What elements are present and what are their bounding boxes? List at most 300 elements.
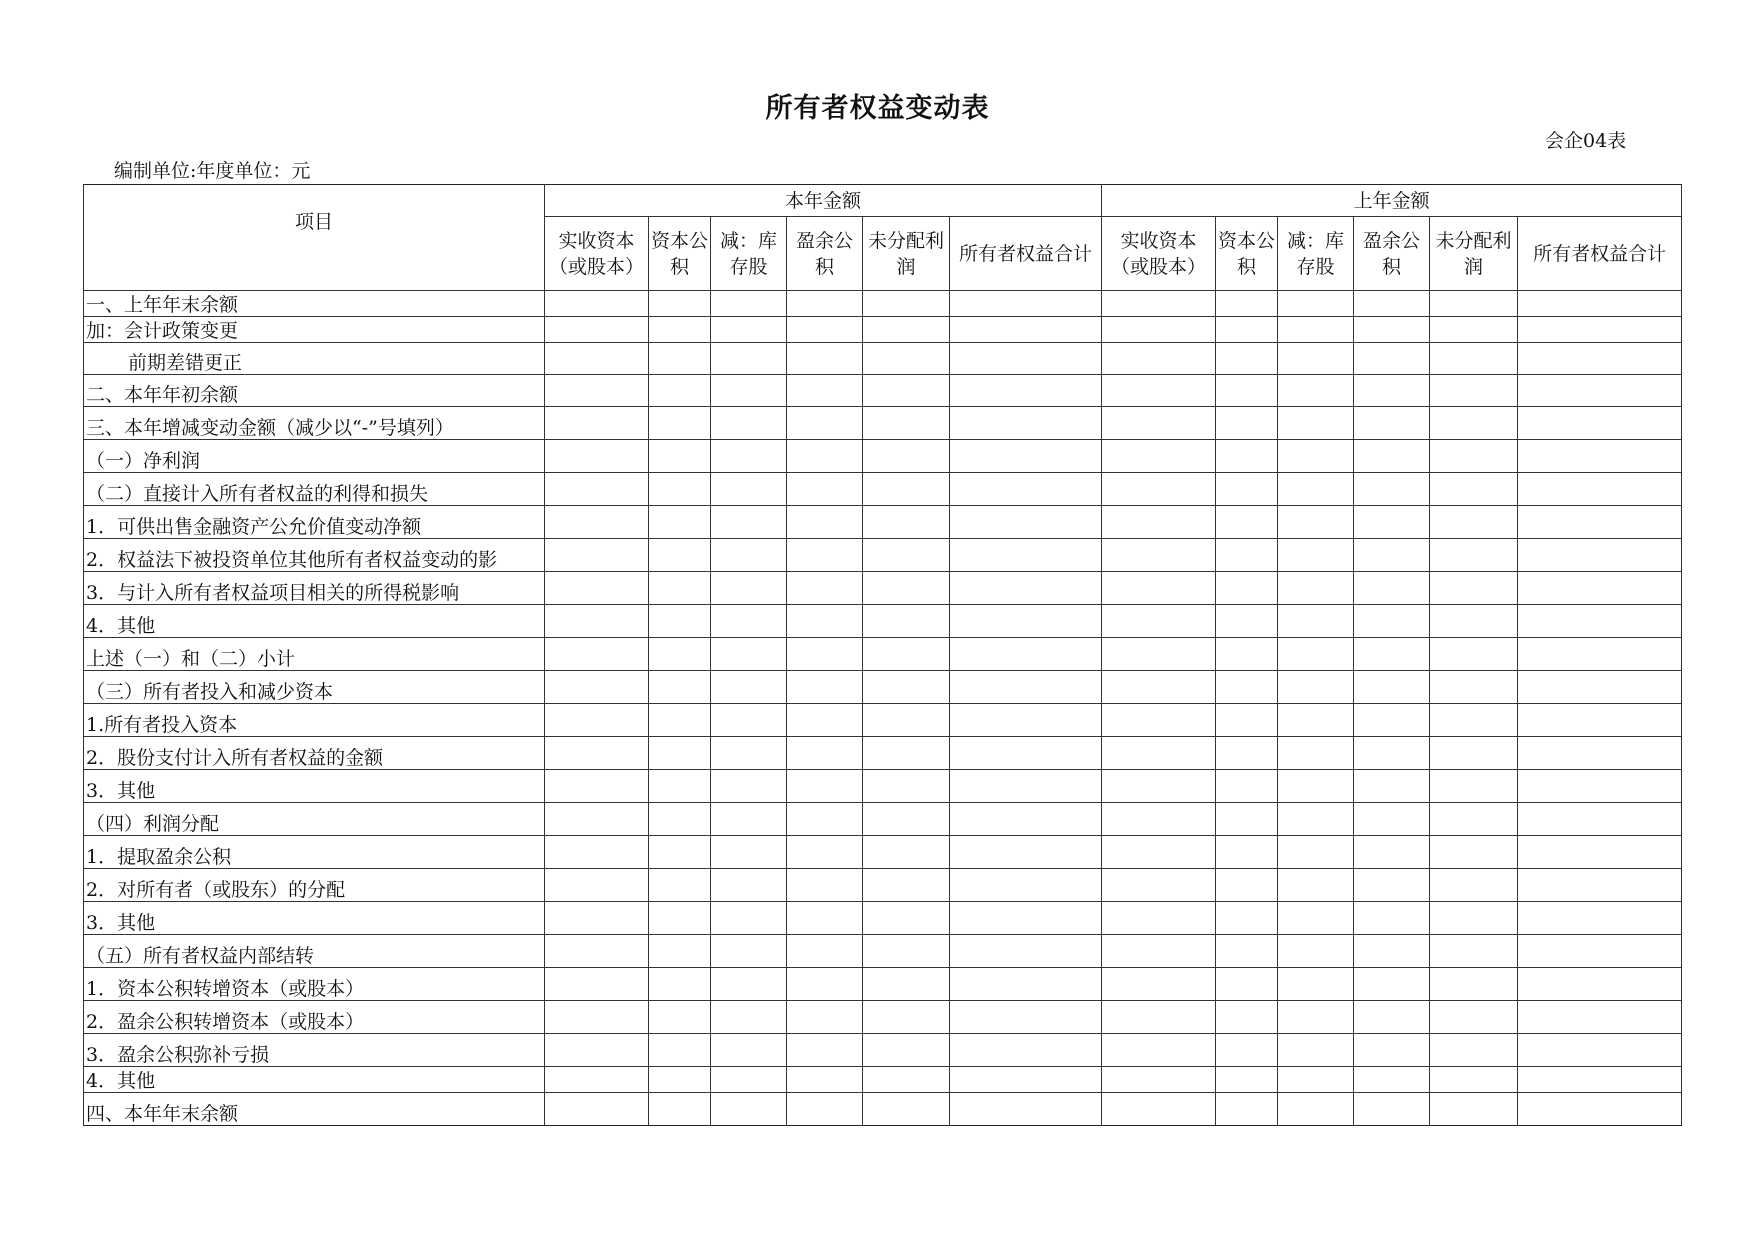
amount-cell[interactable] (863, 1034, 950, 1067)
amount-cell[interactable] (1518, 638, 1682, 671)
amount-cell[interactable] (950, 317, 1102, 343)
amount-cell[interactable] (787, 506, 863, 539)
amount-cell[interactable] (1102, 968, 1216, 1001)
amount-cell[interactable] (545, 539, 649, 572)
amount-cell[interactable] (787, 375, 863, 407)
amount-cell[interactable] (545, 902, 649, 935)
amount-cell[interactable] (1518, 572, 1682, 605)
amount-cell[interactable] (863, 440, 950, 473)
amount-cell[interactable] (950, 572, 1102, 605)
amount-cell[interactable] (649, 317, 711, 343)
amount-cell[interactable] (711, 375, 787, 407)
amount-cell[interactable] (1278, 902, 1354, 935)
amount-cell[interactable] (863, 1093, 950, 1126)
amount-cell[interactable] (545, 704, 649, 737)
amount-cell[interactable] (1278, 1067, 1354, 1093)
amount-cell[interactable] (711, 572, 787, 605)
amount-cell[interactable] (1102, 638, 1216, 671)
amount-cell[interactable] (649, 836, 711, 869)
amount-cell[interactable] (1518, 317, 1682, 343)
amount-cell[interactable] (1430, 407, 1518, 440)
amount-cell[interactable] (649, 440, 711, 473)
amount-cell[interactable] (649, 1034, 711, 1067)
amount-cell[interactable] (545, 1034, 649, 1067)
amount-cell[interactable] (545, 506, 649, 539)
amount-cell[interactable] (1216, 506, 1278, 539)
amount-cell[interactable] (1102, 317, 1216, 343)
amount-cell[interactable] (1354, 407, 1430, 440)
amount-cell[interactable] (1430, 1093, 1518, 1126)
amount-cell[interactable] (1518, 869, 1682, 902)
amount-cell[interactable] (1430, 506, 1518, 539)
amount-cell[interactable] (787, 803, 863, 836)
amount-cell[interactable] (711, 638, 787, 671)
amount-cell[interactable] (1430, 317, 1518, 343)
amount-cell[interactable] (1354, 671, 1430, 704)
amount-cell[interactable] (863, 836, 950, 869)
amount-cell[interactable] (711, 704, 787, 737)
amount-cell[interactable] (1518, 935, 1682, 968)
amount-cell[interactable] (950, 770, 1102, 803)
amount-cell[interactable] (649, 343, 711, 375)
amount-cell[interactable] (1216, 671, 1278, 704)
amount-cell[interactable] (787, 836, 863, 869)
amount-cell[interactable] (1430, 572, 1518, 605)
amount-cell[interactable] (711, 1034, 787, 1067)
amount-cell[interactable] (1354, 638, 1430, 671)
amount-cell[interactable] (1518, 737, 1682, 770)
amount-cell[interactable] (711, 836, 787, 869)
amount-cell[interactable] (950, 638, 1102, 671)
amount-cell[interactable] (711, 770, 787, 803)
amount-cell[interactable] (1354, 869, 1430, 902)
amount-cell[interactable] (649, 407, 711, 440)
amount-cell[interactable] (649, 539, 711, 572)
amount-cell[interactable] (1102, 473, 1216, 506)
amount-cell[interactable] (1216, 638, 1278, 671)
amount-cell[interactable] (787, 638, 863, 671)
amount-cell[interactable] (863, 343, 950, 375)
amount-cell[interactable] (787, 770, 863, 803)
amount-cell[interactable] (863, 704, 950, 737)
amount-cell[interactable] (1430, 1034, 1518, 1067)
amount-cell[interactable] (1354, 1067, 1430, 1093)
amount-cell[interactable] (863, 671, 950, 704)
amount-cell[interactable] (863, 638, 950, 671)
amount-cell[interactable] (1278, 638, 1354, 671)
amount-cell[interactable] (545, 440, 649, 473)
amount-cell[interactable] (711, 343, 787, 375)
amount-cell[interactable] (1518, 440, 1682, 473)
amount-cell[interactable] (950, 473, 1102, 506)
amount-cell[interactable] (863, 291, 950, 317)
amount-cell[interactable] (787, 935, 863, 968)
amount-cell[interactable] (863, 317, 950, 343)
amount-cell[interactable] (1354, 935, 1430, 968)
amount-cell[interactable] (1278, 671, 1354, 704)
amount-cell[interactable] (863, 572, 950, 605)
amount-cell[interactable] (863, 770, 950, 803)
amount-cell[interactable] (1102, 902, 1216, 935)
amount-cell[interactable] (1278, 968, 1354, 1001)
amount-cell[interactable] (1430, 770, 1518, 803)
amount-cell[interactable] (1354, 704, 1430, 737)
amount-cell[interactable] (950, 902, 1102, 935)
amount-cell[interactable] (863, 375, 950, 407)
amount-cell[interactable] (863, 473, 950, 506)
amount-cell[interactable] (1278, 291, 1354, 317)
amount-cell[interactable] (1278, 407, 1354, 440)
amount-cell[interactable] (787, 869, 863, 902)
amount-cell[interactable] (950, 671, 1102, 704)
amount-cell[interactable] (545, 935, 649, 968)
amount-cell[interactable] (1278, 737, 1354, 770)
amount-cell[interactable] (787, 291, 863, 317)
amount-cell[interactable] (1518, 1001, 1682, 1034)
amount-cell[interactable] (1278, 770, 1354, 803)
amount-cell[interactable] (649, 770, 711, 803)
amount-cell[interactable] (1354, 605, 1430, 638)
amount-cell[interactable] (545, 473, 649, 506)
amount-cell[interactable] (711, 317, 787, 343)
amount-cell[interactable] (1430, 1001, 1518, 1034)
amount-cell[interactable] (1216, 572, 1278, 605)
amount-cell[interactable] (545, 1093, 649, 1126)
amount-cell[interactable] (1216, 317, 1278, 343)
amount-cell[interactable] (1430, 671, 1518, 704)
amount-cell[interactable] (1518, 704, 1682, 737)
amount-cell[interactable] (1430, 803, 1518, 836)
amount-cell[interactable] (1278, 572, 1354, 605)
amount-cell[interactable] (1102, 572, 1216, 605)
amount-cell[interactable] (545, 803, 649, 836)
amount-cell[interactable] (545, 836, 649, 869)
amount-cell[interactable] (787, 407, 863, 440)
amount-cell[interactable] (545, 343, 649, 375)
amount-cell[interactable] (1102, 770, 1216, 803)
amount-cell[interactable] (1216, 539, 1278, 572)
amount-cell[interactable] (1278, 704, 1354, 737)
amount-cell[interactable] (1518, 291, 1682, 317)
amount-cell[interactable] (545, 572, 649, 605)
amount-cell[interactable] (1518, 1093, 1682, 1126)
amount-cell[interactable] (787, 1093, 863, 1126)
amount-cell[interactable] (950, 1067, 1102, 1093)
amount-cell[interactable] (787, 671, 863, 704)
amount-cell[interactable] (863, 869, 950, 902)
amount-cell[interactable] (1430, 737, 1518, 770)
amount-cell[interactable] (950, 968, 1102, 1001)
amount-cell[interactable] (1278, 1001, 1354, 1034)
amount-cell[interactable] (1216, 1067, 1278, 1093)
amount-cell[interactable] (545, 291, 649, 317)
amount-cell[interactable] (1102, 1093, 1216, 1126)
amount-cell[interactable] (1354, 317, 1430, 343)
amount-cell[interactable] (1518, 803, 1682, 836)
amount-cell[interactable] (649, 473, 711, 506)
amount-cell[interactable] (1216, 407, 1278, 440)
amount-cell[interactable] (1354, 803, 1430, 836)
amount-cell[interactable] (1518, 671, 1682, 704)
amount-cell[interactable] (1354, 343, 1430, 375)
amount-cell[interactable] (863, 935, 950, 968)
amount-cell[interactable] (711, 1093, 787, 1126)
amount-cell[interactable] (1430, 440, 1518, 473)
amount-cell[interactable] (1216, 935, 1278, 968)
amount-cell[interactable] (649, 737, 711, 770)
amount-cell[interactable] (1278, 1034, 1354, 1067)
amount-cell[interactable] (1278, 473, 1354, 506)
amount-cell[interactable] (950, 803, 1102, 836)
amount-cell[interactable] (1102, 671, 1216, 704)
amount-cell[interactable] (863, 803, 950, 836)
amount-cell[interactable] (649, 704, 711, 737)
amount-cell[interactable] (787, 572, 863, 605)
amount-cell[interactable] (1216, 968, 1278, 1001)
amount-cell[interactable] (1102, 1067, 1216, 1093)
amount-cell[interactable] (950, 1093, 1102, 1126)
amount-cell[interactable] (1354, 902, 1430, 935)
amount-cell[interactable] (1518, 968, 1682, 1001)
amount-cell[interactable] (1216, 375, 1278, 407)
amount-cell[interactable] (950, 869, 1102, 902)
amount-cell[interactable] (787, 317, 863, 343)
amount-cell[interactable] (1278, 343, 1354, 375)
amount-cell[interactable] (1102, 605, 1216, 638)
amount-cell[interactable] (1278, 935, 1354, 968)
amount-cell[interactable] (1102, 1034, 1216, 1067)
amount-cell[interactable] (545, 770, 649, 803)
amount-cell[interactable] (1102, 935, 1216, 968)
amount-cell[interactable] (711, 407, 787, 440)
amount-cell[interactable] (1102, 440, 1216, 473)
amount-cell[interactable] (1278, 440, 1354, 473)
amount-cell[interactable] (787, 902, 863, 935)
amount-cell[interactable] (711, 935, 787, 968)
amount-cell[interactable] (1354, 1001, 1430, 1034)
amount-cell[interactable] (1354, 1034, 1430, 1067)
amount-cell[interactable] (1216, 291, 1278, 317)
amount-cell[interactable] (1216, 605, 1278, 638)
amount-cell[interactable] (545, 407, 649, 440)
amount-cell[interactable] (1430, 539, 1518, 572)
amount-cell[interactable] (1216, 1001, 1278, 1034)
amount-cell[interactable] (649, 1093, 711, 1126)
amount-cell[interactable] (1518, 539, 1682, 572)
amount-cell[interactable] (950, 539, 1102, 572)
amount-cell[interactable] (1278, 803, 1354, 836)
amount-cell[interactable] (1430, 968, 1518, 1001)
amount-cell[interactable] (1354, 836, 1430, 869)
amount-cell[interactable] (545, 737, 649, 770)
amount-cell[interactable] (863, 1067, 950, 1093)
amount-cell[interactable] (1278, 539, 1354, 572)
amount-cell[interactable] (950, 343, 1102, 375)
amount-cell[interactable] (1430, 902, 1518, 935)
amount-cell[interactable] (1430, 1067, 1518, 1093)
amount-cell[interactable] (950, 935, 1102, 968)
amount-cell[interactable] (950, 407, 1102, 440)
amount-cell[interactable] (950, 506, 1102, 539)
amount-cell[interactable] (711, 605, 787, 638)
amount-cell[interactable] (711, 671, 787, 704)
amount-cell[interactable] (1430, 291, 1518, 317)
amount-cell[interactable] (863, 605, 950, 638)
amount-cell[interactable] (1102, 704, 1216, 737)
amount-cell[interactable] (545, 968, 649, 1001)
amount-cell[interactable] (1430, 343, 1518, 375)
amount-cell[interactable] (1354, 770, 1430, 803)
amount-cell[interactable] (1518, 407, 1682, 440)
amount-cell[interactable] (711, 902, 787, 935)
amount-cell[interactable] (950, 704, 1102, 737)
amount-cell[interactable] (1518, 902, 1682, 935)
amount-cell[interactable] (1102, 1001, 1216, 1034)
amount-cell[interactable] (1430, 869, 1518, 902)
amount-cell[interactable] (1518, 770, 1682, 803)
amount-cell[interactable] (1518, 343, 1682, 375)
amount-cell[interactable] (711, 440, 787, 473)
amount-cell[interactable] (950, 1034, 1102, 1067)
amount-cell[interactable] (787, 968, 863, 1001)
amount-cell[interactable] (1430, 935, 1518, 968)
amount-cell[interactable] (649, 1067, 711, 1093)
amount-cell[interactable] (1354, 1093, 1430, 1126)
amount-cell[interactable] (1518, 506, 1682, 539)
amount-cell[interactable] (1354, 737, 1430, 770)
amount-cell[interactable] (1102, 407, 1216, 440)
amount-cell[interactable] (1518, 1067, 1682, 1093)
amount-cell[interactable] (1102, 539, 1216, 572)
amount-cell[interactable] (1278, 375, 1354, 407)
amount-cell[interactable] (1354, 539, 1430, 572)
amount-cell[interactable] (649, 291, 711, 317)
amount-cell[interactable] (950, 1001, 1102, 1034)
amount-cell[interactable] (1216, 440, 1278, 473)
amount-cell[interactable] (649, 671, 711, 704)
amount-cell[interactable] (863, 539, 950, 572)
amount-cell[interactable] (1430, 638, 1518, 671)
amount-cell[interactable] (863, 737, 950, 770)
amount-cell[interactable] (545, 317, 649, 343)
amount-cell[interactable] (545, 605, 649, 638)
amount-cell[interactable] (1430, 605, 1518, 638)
amount-cell[interactable] (863, 407, 950, 440)
amount-cell[interactable] (1354, 572, 1430, 605)
amount-cell[interactable] (787, 1067, 863, 1093)
amount-cell[interactable] (711, 1067, 787, 1093)
amount-cell[interactable] (545, 1067, 649, 1093)
amount-cell[interactable] (711, 506, 787, 539)
amount-cell[interactable] (545, 671, 649, 704)
amount-cell[interactable] (1518, 1034, 1682, 1067)
amount-cell[interactable] (545, 375, 649, 407)
amount-cell[interactable] (1102, 375, 1216, 407)
amount-cell[interactable] (649, 572, 711, 605)
amount-cell[interactable] (1102, 836, 1216, 869)
amount-cell[interactable] (711, 539, 787, 572)
amount-cell[interactable] (787, 737, 863, 770)
amount-cell[interactable] (711, 737, 787, 770)
amount-cell[interactable] (787, 539, 863, 572)
amount-cell[interactable] (711, 968, 787, 1001)
amount-cell[interactable] (1216, 902, 1278, 935)
amount-cell[interactable] (863, 1001, 950, 1034)
amount-cell[interactable] (1102, 803, 1216, 836)
amount-cell[interactable] (950, 605, 1102, 638)
amount-cell[interactable] (1354, 473, 1430, 506)
amount-cell[interactable] (1430, 836, 1518, 869)
amount-cell[interactable] (1354, 375, 1430, 407)
amount-cell[interactable] (1354, 506, 1430, 539)
amount-cell[interactable] (1216, 869, 1278, 902)
amount-cell[interactable] (649, 638, 711, 671)
amount-cell[interactable] (711, 473, 787, 506)
amount-cell[interactable] (1518, 836, 1682, 869)
amount-cell[interactable] (1354, 968, 1430, 1001)
amount-cell[interactable] (950, 737, 1102, 770)
amount-cell[interactable] (649, 1001, 711, 1034)
amount-cell[interactable] (649, 869, 711, 902)
amount-cell[interactable] (1278, 869, 1354, 902)
amount-cell[interactable] (1278, 1093, 1354, 1126)
amount-cell[interactable] (545, 869, 649, 902)
amount-cell[interactable] (950, 291, 1102, 317)
amount-cell[interactable] (1278, 317, 1354, 343)
amount-cell[interactable] (711, 291, 787, 317)
amount-cell[interactable] (1216, 737, 1278, 770)
amount-cell[interactable] (787, 1034, 863, 1067)
amount-cell[interactable] (1216, 836, 1278, 869)
amount-cell[interactable] (1278, 506, 1354, 539)
amount-cell[interactable] (787, 605, 863, 638)
amount-cell[interactable] (545, 638, 649, 671)
amount-cell[interactable] (1216, 704, 1278, 737)
amount-cell[interactable] (649, 375, 711, 407)
amount-cell[interactable] (1430, 473, 1518, 506)
amount-cell[interactable] (1102, 343, 1216, 375)
amount-cell[interactable] (1102, 506, 1216, 539)
amount-cell[interactable] (950, 375, 1102, 407)
amount-cell[interactable] (1430, 375, 1518, 407)
amount-cell[interactable] (711, 1001, 787, 1034)
amount-cell[interactable] (950, 440, 1102, 473)
amount-cell[interactable] (649, 803, 711, 836)
amount-cell[interactable] (711, 869, 787, 902)
amount-cell[interactable] (863, 968, 950, 1001)
amount-cell[interactable] (1278, 836, 1354, 869)
amount-cell[interactable] (649, 968, 711, 1001)
amount-cell[interactable] (1216, 473, 1278, 506)
amount-cell[interactable] (787, 440, 863, 473)
amount-cell[interactable] (1354, 440, 1430, 473)
amount-cell[interactable] (1278, 605, 1354, 638)
amount-cell[interactable] (545, 1001, 649, 1034)
amount-cell[interactable] (863, 902, 950, 935)
amount-cell[interactable] (787, 473, 863, 506)
amount-cell[interactable] (787, 704, 863, 737)
amount-cell[interactable] (1216, 770, 1278, 803)
amount-cell[interactable] (649, 605, 711, 638)
amount-cell[interactable] (1518, 375, 1682, 407)
amount-cell[interactable] (1102, 869, 1216, 902)
amount-cell[interactable] (787, 343, 863, 375)
amount-cell[interactable] (863, 506, 950, 539)
amount-cell[interactable] (950, 836, 1102, 869)
amount-cell[interactable] (649, 902, 711, 935)
amount-cell[interactable] (1354, 291, 1430, 317)
amount-cell[interactable] (1102, 737, 1216, 770)
